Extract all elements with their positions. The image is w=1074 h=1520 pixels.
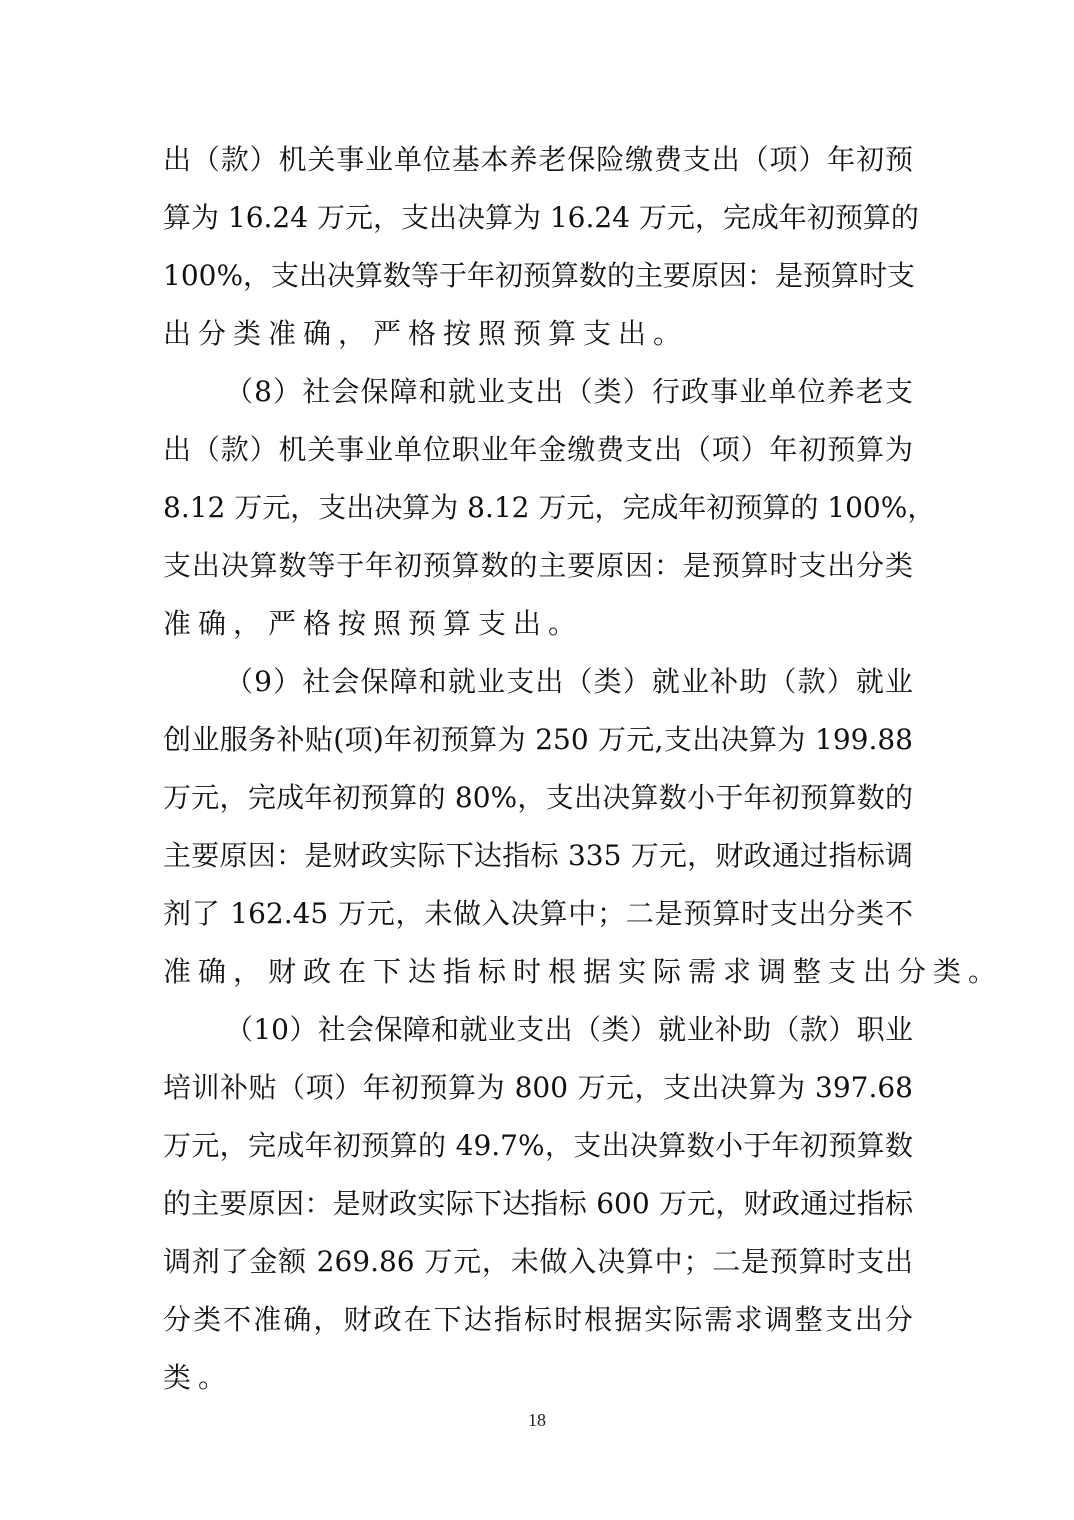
text-line: 8.12 万元，支出决算为 8.12 万元，完成年初预算的 100%， bbox=[163, 491, 936, 524]
page-number: 18 bbox=[528, 1410, 546, 1430]
text-line: 调剂了金额 269.86 万元，未做入决算中；二是预算时支出 bbox=[163, 1245, 913, 1278]
paragraph-8-heading-line: （8）社会保障和就业支出（类）行政事业单位养老支 bbox=[225, 375, 913, 408]
text-line: 准确，财政在下达指标时根据实际需求调整支出分类。 bbox=[163, 955, 1004, 988]
text-line: 创业服务补贴(项)年初预算为 250 万元,支出决算为 199.88 bbox=[163, 723, 913, 756]
paragraph-10-heading-line: （10）社会保障和就业支出（类）就业补助（款）职业 bbox=[225, 1013, 913, 1046]
text-line: 万元，完成年初预算的 49.7%，支出决算数小于年初预算数 bbox=[163, 1129, 913, 1162]
paragraph-9-heading-line: （9）社会保障和就业支出（类）就业补助（款）就业 bbox=[225, 665, 913, 698]
text-line: 的主要原因：是财政实际下达指标 600 万元，财政通过指标 bbox=[163, 1187, 913, 1220]
text-line: 算为 16.24 万元，支出决算为 16.24 万元，完成年初预算的 bbox=[163, 201, 919, 234]
text-line: 准确，严格按照预算支出。 bbox=[163, 607, 584, 640]
body-text bbox=[163, 136, 1004, 1412]
text-line: 出分类准确，严格按照预算支出。 bbox=[163, 317, 689, 350]
text-line: 分类不准确，财政在下达指标时根据实际需求调整支出分 bbox=[163, 1303, 913, 1336]
text-line: 类。 bbox=[163, 1361, 234, 1394]
text-line: 培训补贴（项）年初预算为 800 万元，支出决算为 397.68 bbox=[163, 1071, 913, 1104]
text-line: 剂了 162.45 万元，未做入决算中；二是预算时支出分类不 bbox=[163, 897, 913, 930]
text-line: 100%，支出决算数等于年初预算数的主要原因：是预算时支 bbox=[163, 259, 916, 292]
text-line: 万元，完成年初预算的 80%，支出决算数小于年初预算数的 bbox=[163, 781, 913, 814]
text-line: 出（款）机关事业单位基本养老保险缴费支出（项）年初预 bbox=[163, 143, 913, 176]
text-line: 主要原因：是财政实际下达指标 335 万元，财政通过指标调 bbox=[163, 839, 913, 872]
text-line: 出（款）机关事业单位职业年金缴费支出（项）年初预算为 bbox=[163, 433, 913, 466]
text-line: 支出决算数等于年初预算数的主要原因：是预算时支出分类 bbox=[163, 549, 913, 582]
